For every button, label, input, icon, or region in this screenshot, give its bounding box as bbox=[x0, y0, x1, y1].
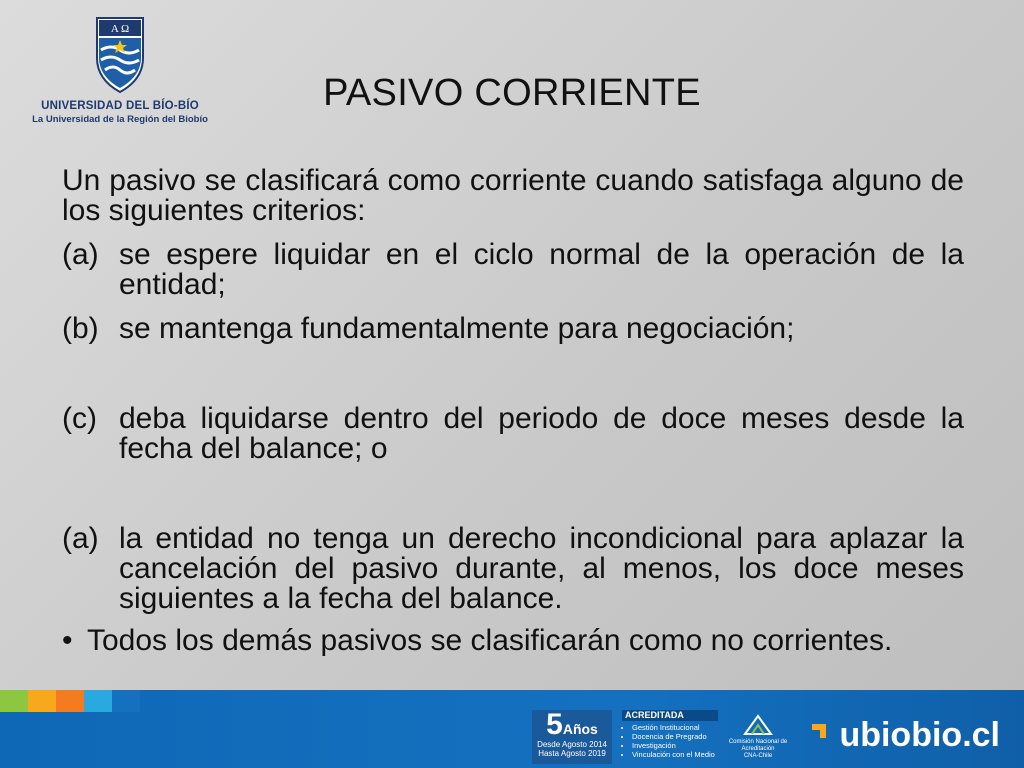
criterion-marker: (b) bbox=[62, 312, 99, 345]
color-strip bbox=[0, 690, 28, 712]
crest-letters: A Ω bbox=[110, 23, 130, 35]
criterion-marker: (a) bbox=[62, 238, 99, 271]
accreditation-area: • Gestión Institucional bbox=[632, 723, 718, 732]
accreditation-area: • Investigación bbox=[632, 741, 718, 750]
criterion-text: se mantenga fundamentalmente para negociación; bbox=[119, 312, 795, 345]
color-strip bbox=[84, 690, 112, 712]
slide-title: PASIVO CORRIENTE bbox=[323, 72, 701, 114]
accreditation-list bbox=[622, 723, 718, 759]
badge-until: Hasta Agosto 2019 bbox=[538, 749, 606, 758]
bullet-point bbox=[62, 626, 964, 656]
bullet-icon: • bbox=[62, 624, 73, 657]
university-tagline: La Universidad de la Región del Biobío bbox=[32, 114, 208, 125]
criterion-d bbox=[62, 524, 964, 614]
cna-name: Comisión Nacional de Acreditación bbox=[728, 739, 788, 752]
intro-paragraph: Un pasivo se clasificará como corriente cuando satisfaga alguno de los siguientes criterios: bbox=[62, 164, 964, 227]
accreditation-box bbox=[622, 710, 718, 764]
accreditation-header: ACREDITADA bbox=[622, 710, 718, 721]
accreditation-area: • Docencia de Pregrado bbox=[632, 732, 718, 741]
criterion-text: se espere liquidar en el ciclo normal de la operación de la entidad; bbox=[119, 238, 964, 301]
criterion-b bbox=[62, 314, 964, 344]
cna-logo bbox=[728, 714, 788, 760]
footer-bar bbox=[0, 690, 1024, 768]
university-name: UNIVERSIDAD DEL BÍO-BÍO bbox=[41, 100, 199, 112]
five-years-badge bbox=[532, 710, 612, 764]
site-text[interactable]: ubiobio.cl bbox=[839, 716, 1000, 754]
criterion-text: la entidad no tenga un derecho incondicional para aplazar la cancelación del pasivo durante, al menos, los doce meses siguientes a la fecha del balance. bbox=[119, 522, 964, 615]
cna-sub: CNA-Chile bbox=[743, 753, 773, 759]
cna-icon bbox=[743, 714, 773, 736]
criterion-marker: (c) bbox=[62, 402, 97, 435]
criterion-a bbox=[62, 240, 964, 300]
badge-since: Desde Agosto 2014 bbox=[537, 740, 607, 749]
bullet-text: Todos los demás pasivos se clasificarán como no corrientes. bbox=[87, 624, 893, 657]
badge-number: 5 bbox=[546, 708, 563, 741]
arrow-icon bbox=[800, 720, 830, 750]
criterion-text: deba liquidarse dentro del periodo de doce meses desde la fecha del balance; o bbox=[119, 402, 964, 465]
badge-word: Años bbox=[562, 721, 598, 737]
accreditation-area: • Vinculación con el Medio bbox=[632, 750, 718, 759]
criterion-marker: (a) bbox=[62, 522, 99, 555]
color-strip bbox=[112, 690, 140, 712]
criterion-c bbox=[62, 404, 964, 464]
color-strip bbox=[28, 690, 56, 712]
site-link[interactable] bbox=[800, 716, 1000, 755]
color-strips bbox=[0, 690, 140, 712]
slide-body bbox=[62, 166, 964, 656]
color-strip bbox=[56, 690, 84, 712]
